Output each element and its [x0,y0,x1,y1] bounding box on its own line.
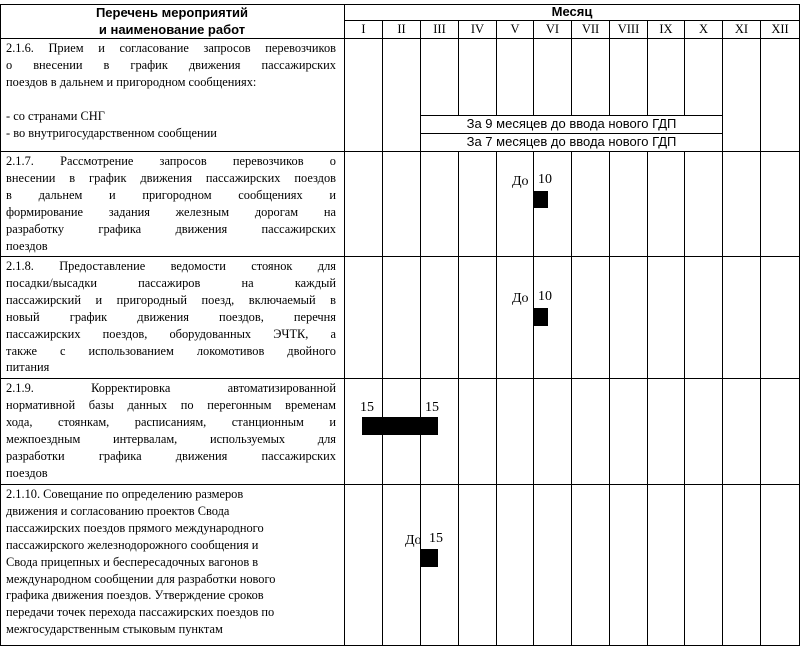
task-line: в дальнем и пригородном сообщениях и [6,187,336,202]
task-line: также с использованием локомотивов двойного [6,343,336,358]
deadline-marker [533,308,548,326]
task-line: пассажирского железнодорожного сообщения и [6,537,259,552]
task-line: хода, стоянкам, расписаниям, станционным и [6,414,336,429]
rule-row1-bottom [0,151,800,152]
task-line: поездов [6,238,48,253]
task-line: 2.1.7. Рассмотрение запросов перевозчиков о [6,154,336,168]
rule-col-IX-b [684,152,685,646]
task-line: передачи точек перехода пассажирских поездов по [6,605,275,620]
task-line: пассажирский и пригородный поезд, включаемый в [6,292,336,307]
task-line: посадки/высадки пассажиров на каждый [6,275,336,290]
rule-col-X [722,21,723,646]
month-label-VIII: VIII [617,22,640,36]
task-line: 2.1.8. Предоставление ведомости стоянок для [6,259,336,273]
task-2-1-10 [6,486,342,638]
task-line: межгосударственным стыковым пунктам [6,622,223,637]
month-label-XII: XII [771,22,789,36]
deadline-day: 15 [429,531,443,546]
rule-col-VIII-b [647,152,648,646]
deadline-day: 10 [538,289,552,304]
task-line: питания [6,360,50,375]
deadline-marker [420,549,438,567]
rule-row2-bottom [0,256,800,257]
task-line: 2.1.10. Совещание по определению размеров [6,487,244,501]
task-2-1-9 [6,380,336,481]
month-label-II: II [397,22,406,36]
rule-right [799,4,800,646]
task-line: о внесении в график движения пассажирских [6,57,336,72]
month-label-IX: IX [659,22,673,36]
rule-col-III-b [458,152,459,646]
task-line: формирование задания железным дорогам на [6,204,336,219]
task-line: разработку графика движения пассажирских [6,221,336,236]
month-label-X: X [698,22,709,36]
month-label-I: I [361,22,366,36]
rule-row4-bottom [0,484,800,485]
rule-col-VI-b [571,152,572,646]
task-line: внесении в график движения пассажирских поездов [6,170,336,185]
task-2-1-7 [6,153,336,254]
task-line: разработки графика движения пассажирских [6,448,336,463]
span-9-months: За 9 месяцев до ввода нового ГДП [466,116,677,131]
deadline-prefix: До [512,291,529,306]
work-column-title-line2: и наименование работ [98,22,246,37]
deadline-prefix: До [512,174,529,189]
month-column-title: Месяц [551,4,593,19]
task-line: международном сообщении для разработки нового [6,571,276,586]
deadline-prefix: До [405,533,422,548]
rule-col-V-b [533,152,534,646]
range-end-day: 15 [425,400,439,415]
span-7-months: За 7 месяцев до ввода нового ГДП [466,134,677,149]
task-line: поездов в дальнем и пригородном сообщениях: [6,74,257,89]
rule-col-IV-b [496,152,497,646]
task-line: поездов [6,465,48,480]
deadline-day: 10 [538,172,552,187]
deadline-marker [533,191,548,208]
task-line: пассажирских поездов, оборудованных ЭЧТК, а [6,326,336,341]
month-label-IV: IV [470,22,485,36]
rule-row3-bottom [0,378,800,379]
rule-col-XI [760,21,761,646]
task-line: 2.1.9. Корректировка автоматизированной [6,381,336,395]
range-start-day: 15 [360,400,374,415]
month-label-III: III [433,22,446,36]
work-column-title-line1: Перечень мероприятий [95,5,249,20]
rule-col-VII-b [609,152,610,646]
task-2-1-6 [6,40,336,141]
task-line: новый график движения поездов, перечня [6,309,336,324]
rule-bottom [0,645,800,646]
rule-col-work [344,4,345,646]
range-bar [362,417,438,435]
task-2-1-8 [6,258,336,376]
task-line: межпоездным интервалам, используемых для [6,431,336,446]
month-label-VII: VII [581,22,600,36]
task-line: Свода прицепных и беспересадочных вагонов в [6,554,259,569]
month-label-V: V [510,22,520,36]
task-spacer [6,91,336,108]
month-label-XI: XI [734,22,749,36]
rule-left [0,4,1,646]
task-line: движения и согласованию проектов Свода [6,503,230,518]
month-label-VI: VI [545,22,560,36]
task-line: 2.1.6. Прием и согласование запросов перевозчиков [6,41,336,55]
task-line: нормативной базы данных по перегонным временам [6,397,336,412]
task-line: пассажирских поездов прямого международного [6,520,264,535]
task-subitem: - со странами СНГ [6,108,105,123]
task-subitem: - во внутригосударственном сообщении [6,125,217,140]
rule-col-I [382,21,383,646]
task-line: графика движения поездов. Утверждение сроков [6,588,264,603]
